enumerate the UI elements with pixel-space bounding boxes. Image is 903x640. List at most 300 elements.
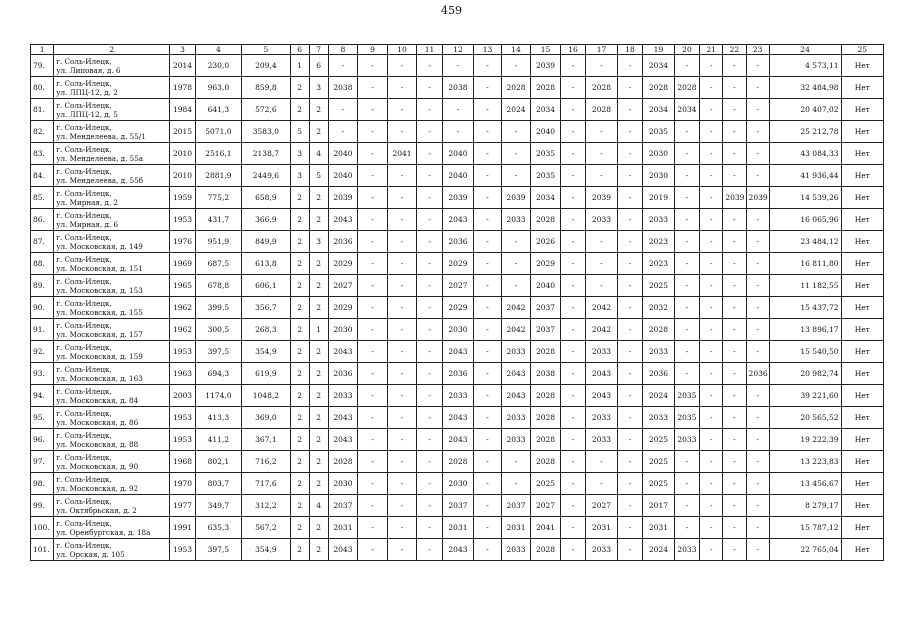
table-cell: - [560,99,585,121]
row-number: 87. [31,231,54,253]
table-cell: 2 [290,385,309,407]
address-city: г. Соль-Илецк, [56,518,112,528]
table-cell: 2041 [531,517,561,539]
table-cell: 2031 [643,517,675,539]
table-cell: - [417,143,442,165]
table-cell: Нет [841,517,883,539]
address-city: г. Соль-Илецк, [56,540,112,550]
table-cell: - [560,187,585,209]
table-cell: Нет [841,297,883,319]
table-cell: 2516,1 [195,143,241,165]
table-cell: - [674,275,699,297]
column-header: 21 [700,45,723,55]
table-cell: - [358,253,388,275]
table-cell: - [700,495,723,517]
table-cell: - [700,297,723,319]
address-city: г. Соль-Илецк, [56,408,112,418]
table-cell: - [387,275,417,297]
table-cell: 2030 [442,473,474,495]
table-cell: - [417,55,442,77]
row-number: 99. [31,495,54,517]
row-number: 96. [31,429,54,451]
table-cell: 2039 [746,187,769,209]
address-cell [54,429,170,451]
table-cell: - [387,165,417,187]
table-cell: - [674,209,699,231]
table-cell: - [358,407,388,429]
table-cell: - [617,99,642,121]
table-cell: - [723,473,746,495]
address-city: г. Соль-Илецк, [56,452,112,462]
table-cell: 2040 [328,165,358,187]
table-cell: 2033 [643,209,675,231]
table-cell: - [417,473,442,495]
table-cell: - [723,275,746,297]
table-cell: 2025 [643,429,675,451]
table-row [31,319,884,341]
table-cell: - [387,451,417,473]
table-row [31,297,884,319]
table-cell: - [746,143,769,165]
table-cell: - [674,143,699,165]
table-cell: - [474,539,501,561]
address-street: ул. Мирная, д. 6 [56,219,119,229]
table-cell: 2028 [531,385,561,407]
table-row [31,407,884,429]
table-cell: 2 [290,187,309,209]
table-cell: - [700,121,723,143]
table-cell: 41 936,44 [769,165,841,187]
table-cell: - [387,385,417,407]
table-cell: - [700,253,723,275]
table-cell: - [617,55,642,77]
address-city: г. Соль-Илецк, [56,56,112,66]
table-cell: 2030 [328,473,358,495]
table-cell: 2038 [442,77,474,99]
table-cell: - [358,187,388,209]
table-cell: 1953 [170,429,195,451]
table-cell: 2028 [501,77,531,99]
table-cell: - [474,451,501,473]
table-cell: 2031 [328,517,358,539]
table-cell: 2033 [586,407,618,429]
address-street: ул. Московская, д. 149 [56,241,143,251]
table-cell: 1970 [170,473,195,495]
table-cell: 2037 [531,297,561,319]
table-cell: 2031 [442,517,474,539]
table-cell: - [474,99,501,121]
table-cell: Нет [841,363,883,385]
row-number: 81. [31,99,54,121]
table-cell: - [417,363,442,385]
table-cell: - [417,385,442,407]
table-cell: 3583,0 [242,121,291,143]
table-cell: 2033 [501,429,531,451]
column-header: 11 [417,45,442,55]
table-cell: - [700,99,723,121]
table-cell: - [358,55,388,77]
table-cell: 2023 [643,253,675,275]
housing-table [30,44,884,561]
table-cell: 694,3 [195,363,241,385]
table-cell: - [387,99,417,121]
address-street: ул. Московская, д. 92 [56,483,139,493]
table-cell: - [674,121,699,143]
column-header: 16 [560,45,585,55]
table-cell: - [723,451,746,473]
table-cell: - [501,473,531,495]
table-cell: - [358,517,388,539]
table-cell: 2 [309,187,328,209]
table-cell: - [700,451,723,473]
table-cell: - [328,55,358,77]
table-row [31,121,884,143]
row-number: 85. [31,187,54,209]
address-street: ул. Московская, д. 151 [56,263,143,273]
table-cell: - [700,231,723,253]
table-cell: 1978 [170,77,195,99]
column-header: 4 [195,45,241,55]
table-cell: - [560,517,585,539]
table-cell: 619,9 [242,363,291,385]
table-cell: 1 [309,319,328,341]
table-cell: - [746,297,769,319]
table-cell: 2030 [442,319,474,341]
address-street: ул. Орская, д. 105 [56,549,125,559]
column-header: 8 [328,45,358,55]
table-cell: - [746,231,769,253]
table-cell: - [723,165,746,187]
table-cell: 2010 [170,165,195,187]
table-cell: - [746,319,769,341]
table-cell: 849,9 [242,231,291,253]
table-cell: 2036 [746,363,769,385]
table-cell: 20 982,74 [769,363,841,385]
table-row [31,187,884,209]
table-cell: - [617,407,642,429]
table-cell: - [723,407,746,429]
table-cell: Нет [841,429,883,451]
table-row [31,275,884,297]
table-cell: 1962 [170,319,195,341]
table-cell: - [746,253,769,275]
table-cell: Нет [841,341,883,363]
table-cell: - [746,99,769,121]
table-cell: 2025 [531,473,561,495]
table-cell: - [560,297,585,319]
table-cell: Нет [841,319,883,341]
table-cell: - [723,429,746,451]
table-row [31,253,884,275]
table-cell: - [560,165,585,187]
table-cell: - [417,429,442,451]
table-cell: 2 [309,517,328,539]
table-cell: - [674,451,699,473]
table-cell: 2029 [531,253,561,275]
table-cell: 2449,6 [242,165,291,187]
address-cell [54,495,170,517]
table-cell: - [746,209,769,231]
table-cell: - [617,495,642,517]
address-city: г. Соль-Илецк, [56,78,112,88]
table-cell: - [617,539,642,561]
table-cell: 802,1 [195,451,241,473]
table-cell: 2034 [531,187,561,209]
table-cell: 2023 [643,231,675,253]
address-city: г. Соль-Илецк, [56,276,112,286]
table-cell: 16 065,96 [769,209,841,231]
table-cell: 13 223,83 [769,451,841,473]
address-cell [54,209,170,231]
table-cell: - [617,253,642,275]
address-street: ул. Московская, д. 157 [56,329,143,339]
table-cell: Нет [841,77,883,99]
table-cell: 1976 [170,231,195,253]
table-cell: 2029 [442,253,474,275]
table-cell: - [746,341,769,363]
table-cell: 397,5 [195,341,241,363]
table-cell: - [746,77,769,99]
address-street: ул. Московская, д. 86 [56,417,139,427]
table-cell: - [387,429,417,451]
table-cell: 2035 [531,143,561,165]
table-cell: - [746,385,769,407]
table-cell: - [560,495,585,517]
table-cell: 2039 [442,187,474,209]
address-cell [54,451,170,473]
table-cell: 567,2 [242,517,291,539]
table-cell: 2033 [586,539,618,561]
table-cell: 2030 [643,143,675,165]
table-cell: - [617,165,642,187]
table-cell: - [358,165,388,187]
table-cell: - [417,407,442,429]
table-cell: - [501,451,531,473]
table-cell: 411,2 [195,429,241,451]
table-cell: - [674,55,699,77]
table-cell: - [501,231,531,253]
table-cell: 2030 [328,319,358,341]
table-cell: 2 [290,231,309,253]
address-cell [54,539,170,561]
address-cell [54,297,170,319]
table-cell: 963,0 [195,77,241,99]
table-cell: - [358,429,388,451]
table-cell: 354,9 [242,539,291,561]
table-cell: 1962 [170,297,195,319]
table-cell: 2 [309,473,328,495]
table-cell: - [501,121,531,143]
table-cell: 300,5 [195,319,241,341]
table-cell: 19 222,39 [769,429,841,451]
table-cell: 32 484,98 [769,77,841,99]
table-cell: - [501,55,531,77]
table-cell: 2 [309,429,328,451]
table-cell: - [358,495,388,517]
table-cell: 1965 [170,275,195,297]
table-cell: - [700,385,723,407]
table-cell: - [700,517,723,539]
address-street: ул. Менделеева, д. 55а [56,153,144,163]
table-cell: 2033 [674,429,699,451]
column-header: 1 [31,45,54,55]
table-cell: - [617,341,642,363]
table-cell: 25 212,78 [769,121,841,143]
table-cell: - [387,187,417,209]
table-cell: 2 [309,539,328,561]
table-cell: 2042 [501,297,531,319]
table-cell: - [723,539,746,561]
table-cell: 2043 [586,385,618,407]
table-cell: - [358,275,388,297]
table-cell: - [723,319,746,341]
row-number: 88. [31,253,54,275]
table-cell: 13 456,67 [769,473,841,495]
address-street: ул. ЛПЦ-12, д. 5 [56,109,118,119]
address-cell [54,231,170,253]
table-cell: 2037 [328,495,358,517]
table-cell: 2 [290,429,309,451]
table-cell: 2043 [328,341,358,363]
table-cell: 2027 [586,495,618,517]
table-cell: Нет [841,495,883,517]
address-cell [54,363,170,385]
table-cell: 2 [290,209,309,231]
table-cell: 2040 [328,143,358,165]
table-cell: 22 765,04 [769,539,841,561]
table-cell: 2027 [328,275,358,297]
table-cell: 2036 [442,363,474,385]
table-cell: Нет [841,473,883,495]
table-cell: 5 [290,121,309,143]
address-cell [54,121,170,143]
table-cell: 2035 [643,121,675,143]
table-cell: - [723,209,746,231]
table-cell: - [417,77,442,99]
table-cell: - [501,275,531,297]
table-cell: - [387,341,417,363]
table-cell: - [474,341,501,363]
table-cell: 859,8 [242,77,291,99]
table-cell: 2 [290,539,309,561]
table-cell: - [417,451,442,473]
table-cell: Нет [841,55,883,77]
table-cell: - [560,253,585,275]
table-cell: 2033 [442,385,474,407]
table-cell: - [723,121,746,143]
table-cell: 413,3 [195,407,241,429]
table-cell: - [560,121,585,143]
table-cell: 775,2 [195,187,241,209]
table-cell: 2 [309,451,328,473]
table-cell: 1953 [170,407,195,429]
table-cell: 2027 [531,495,561,517]
table-cell: 399,5 [195,297,241,319]
column-header: 17 [586,45,618,55]
table-cell: 1991 [170,517,195,539]
table-cell: - [560,363,585,385]
table-cell: 2 [309,363,328,385]
table-cell: - [746,495,769,517]
table-cell: 2033 [586,341,618,363]
table-cell: 2 [290,99,309,121]
table-cell: 2881,9 [195,165,241,187]
table-cell: - [560,341,585,363]
address-cell [54,55,170,77]
table-cell: 16 811,80 [769,253,841,275]
address-street: ул. Оренбургская, д. 18а [56,527,151,537]
table-cell: 2028 [586,99,618,121]
table-cell: - [674,297,699,319]
table-cell: - [474,297,501,319]
table-cell: 2033 [586,429,618,451]
address-street: ул. ЛПЦ-12, д. 2 [56,87,118,97]
table-cell: - [358,121,388,143]
row-number: 89. [31,275,54,297]
table-cell: 13 896,17 [769,319,841,341]
table-cell: 39 221,60 [769,385,841,407]
table-cell: 2028 [531,209,561,231]
table-cell: - [501,165,531,187]
table-cell: 2043 [501,363,531,385]
table-cell: 2040 [531,121,561,143]
table-cell: 1959 [170,187,195,209]
row-number: 80. [31,77,54,99]
table-cell: Нет [841,407,883,429]
table-cell: - [674,341,699,363]
table-cell: 2 [290,407,309,429]
table-cell: 2040 [442,143,474,165]
table-cell: 2039 [328,187,358,209]
table-cell: 2035 [674,385,699,407]
table-cell: 2027 [442,275,474,297]
table-cell: - [474,407,501,429]
table-cell: 2037 [442,495,474,517]
table-cell: 2003 [170,385,195,407]
table-cell: - [700,143,723,165]
table-cell: 2024 [643,385,675,407]
table-cell: - [560,429,585,451]
table-cell: Нет [841,275,883,297]
table-cell: - [474,55,501,77]
table-cell: 2033 [501,341,531,363]
table-cell: - [586,121,618,143]
table-cell: - [387,231,417,253]
table-cell: - [560,77,585,99]
table-cell: - [474,363,501,385]
address-city: г. Соль-Илецк, [56,298,112,308]
table-cell: 2 [309,99,328,121]
row-number: 100. [31,517,54,539]
table-cell: 2 [290,253,309,275]
table-cell: - [560,275,585,297]
table-cell: - [723,143,746,165]
table-cell: Нет [841,187,883,209]
table-cell: - [501,253,531,275]
table-cell: 1953 [170,341,195,363]
table-cell: Нет [841,99,883,121]
table-cell: 606,1 [242,275,291,297]
table-cell: - [560,143,585,165]
table-cell: - [723,517,746,539]
table-cell: 312,2 [242,495,291,517]
table-cell: 2 [290,363,309,385]
table-cell: - [674,253,699,275]
table-cell: 4 [309,495,328,517]
table-cell: - [442,55,474,77]
table-cell: 2032 [643,297,675,319]
table-cell: - [617,231,642,253]
